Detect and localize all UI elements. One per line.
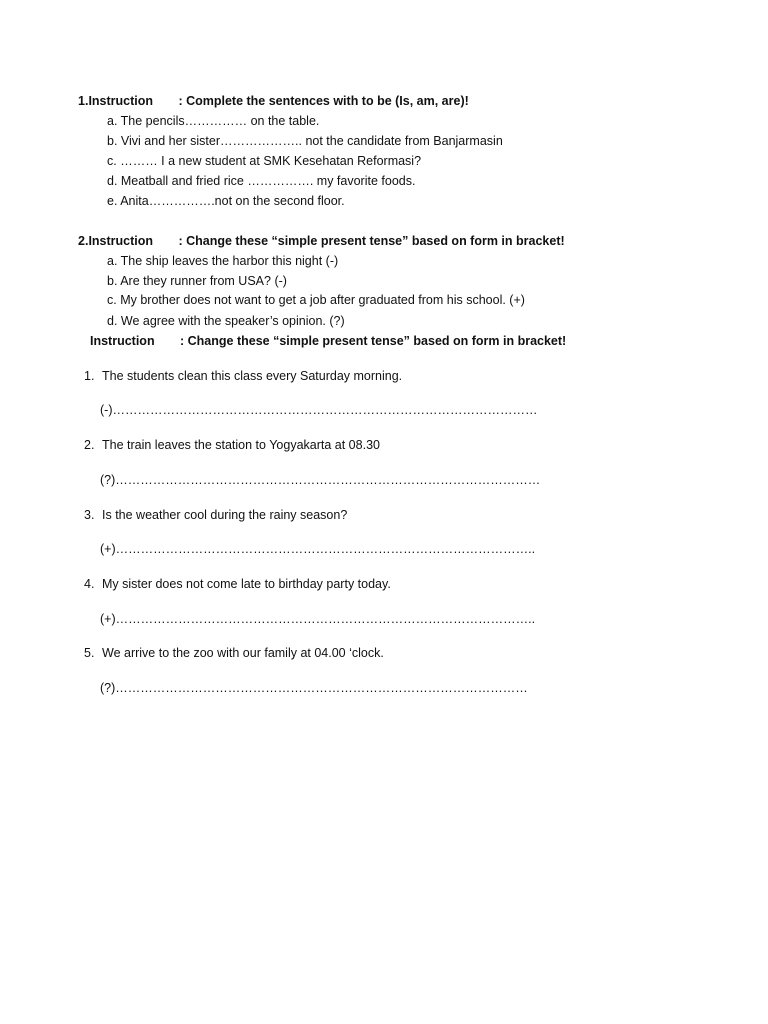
section2-label: Instruction: [88, 234, 154, 248]
section1-label: Instruction: [88, 94, 154, 108]
answer-line-2: (?)…………………………………………………………………………………………: [100, 473, 541, 487]
question-1: [84, 368, 402, 384]
question-2-text: The train leaves the station to Yogyakarta at 08.30: [102, 438, 380, 452]
answer-line-4: (+)………………………………………………………………………………………..: [100, 612, 536, 626]
section2-instruction: [78, 233, 565, 249]
question-3-number: 3.: [84, 508, 95, 522]
question-4: [84, 576, 391, 592]
section2-text: : Change these “simple present tense” based on form in bracket!: [178, 234, 565, 248]
question-2: [84, 437, 380, 453]
section1-number: 1.: [78, 94, 89, 108]
section2-number: 2.: [78, 234, 89, 248]
section3-text: : Change these “simple present tense” based on form in bracket!: [180, 334, 567, 348]
section1-item-b: b. Vivi and her sister……………….. not the candidate from Banjarmasin: [107, 134, 503, 148]
question-4-number: 4.: [84, 577, 95, 591]
question-5: [84, 645, 384, 661]
section1-text: : Complete the sentences with to be (Is, am, are)!: [178, 94, 469, 108]
question-5-text: We arrive to the zoo with our family at 04.00 ‘clock.: [102, 646, 384, 660]
section1-item-c: c. ……… I a new student at SMK Kesehatan Reformasi?: [107, 154, 422, 168]
question-3: [84, 507, 347, 523]
section2-item-a: a. The ship leaves the harbor this night (-): [107, 254, 339, 268]
question-4-text: My sister does not come late to birthday party today.: [102, 577, 391, 591]
section2-item-b: b. Are they runner from USA? (-): [107, 274, 287, 288]
section1-item-a: a. The pencils…………… on the table.: [107, 114, 320, 128]
section1-item-d: d. Meatball and fried rice ……………. my favorite foods.: [107, 174, 416, 188]
question-2-number: 2.: [84, 438, 95, 452]
section3-label: Instruction: [90, 334, 155, 348]
section1-item-e: e. Anita…………….not on the second floor.: [107, 194, 345, 208]
question-1-text: The students clean this class every Saturday morning.: [102, 369, 403, 383]
answer-line-1: (-)…………………………………………………………………………………………: [100, 403, 538, 417]
question-1-number: 1.: [84, 369, 95, 383]
answer-line-5: (?)………………………………………………………………………………………: [100, 681, 528, 695]
section1-instruction: [78, 93, 469, 109]
answer-line-3: (+)………………………………………………………………………………………..: [100, 542, 536, 556]
section2-item-c: c. My brother does not want to get a job after graduated from his school. (+): [107, 293, 525, 307]
section2-item-d: d. We agree with the speaker’s opinion. (?): [107, 314, 345, 328]
section3-instruction: [90, 333, 566, 349]
question-5-number: 5.: [84, 646, 95, 660]
question-3-text: Is the weather cool during the rainy season?: [102, 508, 348, 522]
